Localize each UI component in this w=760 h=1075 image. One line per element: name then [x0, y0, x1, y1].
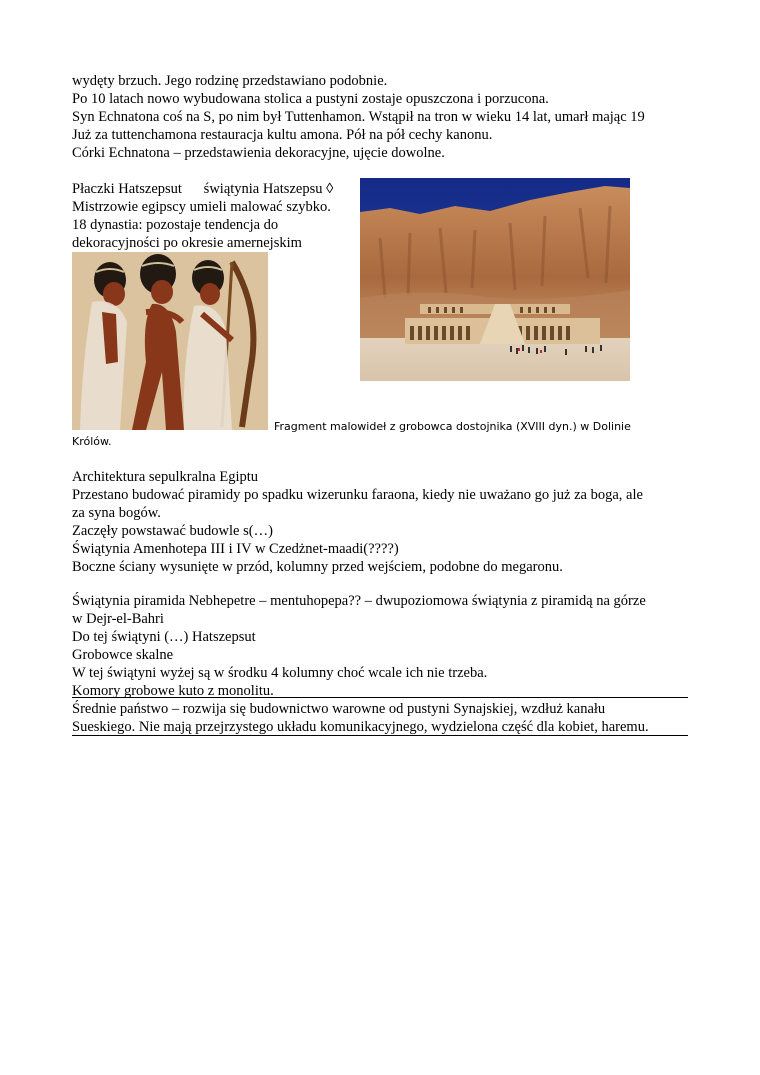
text-line: Świątynia piramida Nebhepetre – mentuhopepa?? – dwupoziomowa świątynia z piramidą na górze: [72, 593, 646, 609]
text-line: dekoracyjności po okresie amernejskim: [72, 235, 302, 251]
tomb-wall-painting: [72, 252, 268, 430]
text-line: Sueskiego. Nie mają przejrzystego układu komunikacyjnego, wydzielona część dla kobiet, haremu.: [72, 719, 649, 735]
text-line: w Dejr-el-Bahri: [72, 611, 164, 627]
text-line: Syn Echnatona coś na S, po nim był Tuttenhamon. Wstąpił na tron w wieku 14 lat, umarł mając 19: [72, 109, 645, 125]
text-line: 18 dynastia: pozostaje tendencja do: [72, 217, 279, 233]
text-line: W tej świątyni wyżej są w środku 4 kolumny choć wcale ich nie trzeba.: [72, 665, 488, 681]
text-line: Komory grobowe kuto z monolitu.: [72, 683, 274, 699]
text-line: Grobowce skalne: [72, 647, 174, 663]
section-heading: Architektura sepulkralna Egiptu: [72, 469, 259, 485]
text-line: Mistrzowie egipscy umieli malować szybko.: [72, 199, 331, 215]
text-line: wydęty brzuch. Jego rodzinę przedstawiano podobnie.: [72, 73, 388, 89]
text-line: Już za tuttenchamona restauracja kultu amona. Pół na pół cechy kanonu.: [72, 127, 493, 143]
text-line: Średnie państwo – rozwija się budownictwo warowne od pustyni Synajskiej, wzdłuż kanału: [72, 701, 606, 717]
horizontal-rule: [72, 735, 688, 736]
text-line: Płaczki Hatszepsut świątynia Hatszepsu ◊: [72, 181, 334, 197]
text-line: Przestano budować piramidy po spadku wizerunku faraona, kiedy nie uważano go już za boga, ale: [72, 487, 643, 503]
text-line: Boczne ściany wysunięte w przód, kolumny przed wejściem, podobne do megaronu.: [72, 559, 563, 575]
text-line: za syna bogów.: [72, 505, 161, 521]
text-line: Świątynia Amenhotepa III i IV w Czedżnet-maadi(????): [72, 541, 399, 557]
image-caption: Królów.: [72, 435, 112, 448]
image-caption: Fragment malowideł z grobowca dostojnika (XVIII dyn.) w Dolinie: [274, 420, 631, 433]
horizontal-rule: [72, 697, 688, 698]
text-line: Zaczęły powstawać budowle s(…): [72, 523, 273, 539]
text-line: Po 10 latach nowo wybudowana stolica a pustyni zostaje opuszczona i porzucona.: [72, 91, 549, 107]
text-line: Córki Echnatona – przedstawienia dekoracyjne, ujęcie dowolne.: [72, 145, 445, 161]
hatshepsut-temple-photo: [360, 178, 630, 381]
text-line: Do tej świątyni (…) Hatszepsut: [72, 629, 256, 645]
